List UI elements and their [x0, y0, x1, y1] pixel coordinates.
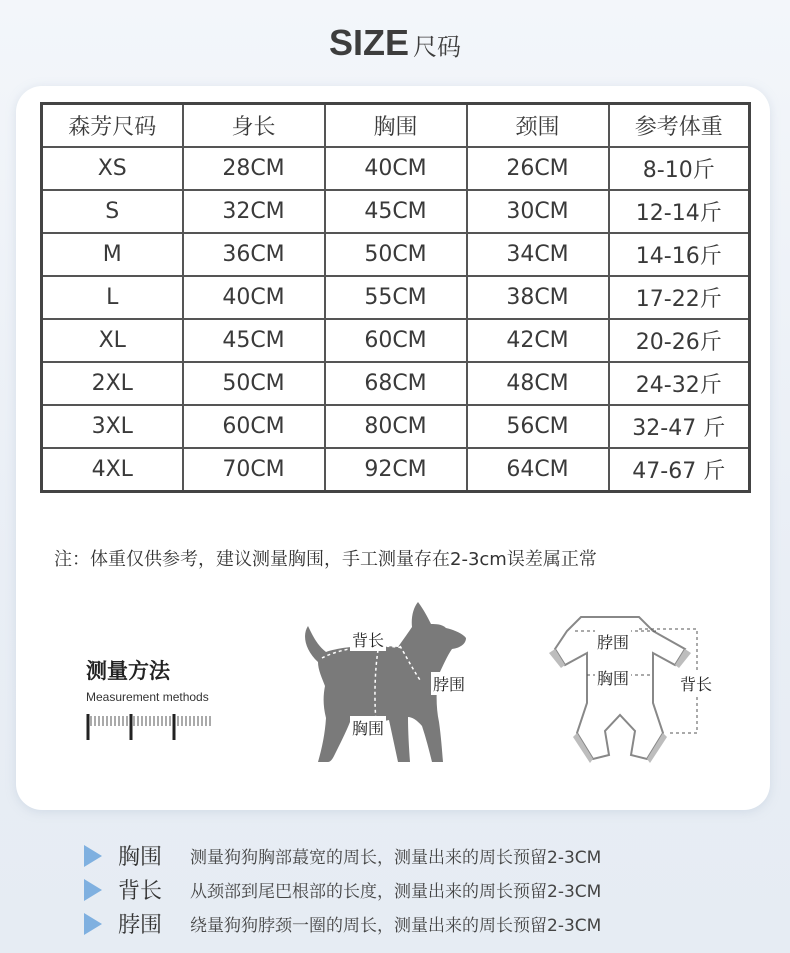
desc-term: 胸围: [118, 845, 163, 870]
ruler-icon: [86, 710, 216, 742]
desc-text: 绕量狗狗脖颈一圈的周长，测量出来的周长预留2-3CM: [190, 916, 602, 936]
desc-chest: [84, 840, 601, 871]
table-header-cell: 森芳尺码: [42, 104, 183, 148]
table-cell: 45CM: [325, 190, 467, 233]
table-cell: L: [42, 276, 183, 319]
desc-text: 测量狗狗胸部蕞宽的周长，测量出来的周长预留2-3CM: [190, 848, 602, 868]
triangle-icon: [84, 879, 102, 901]
table-cell: 92CM: [325, 448, 467, 492]
desc-neck: [84, 908, 601, 939]
measure-subtitle: Measurement methods: [86, 690, 209, 704]
table-cell: 26CM: [467, 147, 609, 190]
title-en: SIZE: [328, 22, 409, 63]
table-cell: XS: [42, 147, 183, 190]
garment-label-chest: 胸围: [595, 666, 631, 689]
table-cell: 55CM: [325, 276, 467, 319]
table-cell: 38CM: [467, 276, 609, 319]
desc-term: 脖围: [118, 913, 163, 938]
garment-label-neck: 脖围: [595, 630, 631, 653]
table-cell: 36CM: [183, 233, 325, 276]
table-row: [42, 362, 750, 405]
table-cell: 8-10斤: [609, 147, 750, 190]
table-cell: 12-14斤: [609, 190, 750, 233]
table-cell: 30CM: [467, 190, 609, 233]
desc-term: 背长: [118, 879, 163, 904]
garment-label-back: 背长: [678, 672, 714, 695]
size-table: [40, 102, 751, 493]
table-cell: 60CM: [325, 319, 467, 362]
table-header-cell: 胸围: [325, 104, 467, 148]
table-header-cell: 参考体重: [609, 104, 750, 148]
table-header-row: [42, 104, 750, 148]
table-cell: 80CM: [325, 405, 467, 448]
table-row: [42, 276, 750, 319]
table-cell: 14-16斤: [609, 233, 750, 276]
table-cell: 34CM: [467, 233, 609, 276]
table-cell: 70CM: [183, 448, 325, 492]
table-row: [42, 405, 750, 448]
table-cell: 20-26斤: [609, 319, 750, 362]
table-row: [42, 233, 750, 276]
table-cell: S: [42, 190, 183, 233]
table-cell: 3XL: [42, 405, 183, 448]
table-cell: 48CM: [467, 362, 609, 405]
dog-label-chest: 胸围: [350, 716, 386, 739]
table-cell: 60CM: [183, 405, 325, 448]
table-cell: 32CM: [183, 190, 325, 233]
table-header-cell: 颈围: [467, 104, 609, 148]
title-zh: 尺码: [413, 33, 461, 61]
table-cell: 50CM: [325, 233, 467, 276]
table-cell: 28CM: [183, 147, 325, 190]
table-cell: 32-47 斤: [609, 405, 750, 448]
dog-label-neck: 脖围: [431, 672, 467, 695]
table-cell: 64CM: [467, 448, 609, 492]
triangle-icon: [84, 913, 102, 935]
desc-back: [84, 874, 601, 905]
table-row: [42, 319, 750, 362]
table-cell: 47-67 斤: [609, 448, 750, 492]
table-row: [42, 190, 750, 233]
size-note: 注：体重仅供参考，建议测量胸围，手工测量存在2-3cm误差属正常: [54, 549, 597, 570]
table-row: [42, 448, 750, 492]
table-header-cell: 身长: [183, 104, 325, 148]
table-cell: 24-32斤: [609, 362, 750, 405]
table-cell: XL: [42, 319, 183, 362]
page-title: [0, 22, 790, 64]
table-cell: 17-22斤: [609, 276, 750, 319]
table-row: [42, 147, 750, 190]
table-cell: 40CM: [183, 276, 325, 319]
table-cell: 2XL: [42, 362, 183, 405]
table-cell: 50CM: [183, 362, 325, 405]
desc-text: 从颈部到尾巴根部的长度，测量出来的周长预留2-3CM: [190, 882, 602, 902]
table-cell: 40CM: [325, 147, 467, 190]
measure-title: 测量方法: [86, 659, 170, 683]
table-cell: 68CM: [325, 362, 467, 405]
table-cell: 4XL: [42, 448, 183, 492]
table-cell: 45CM: [183, 319, 325, 362]
triangle-icon: [84, 845, 102, 867]
table-cell: M: [42, 233, 183, 276]
table-cell: 42CM: [467, 319, 609, 362]
dog-label-back: 背长: [350, 628, 386, 651]
table-cell: 56CM: [467, 405, 609, 448]
